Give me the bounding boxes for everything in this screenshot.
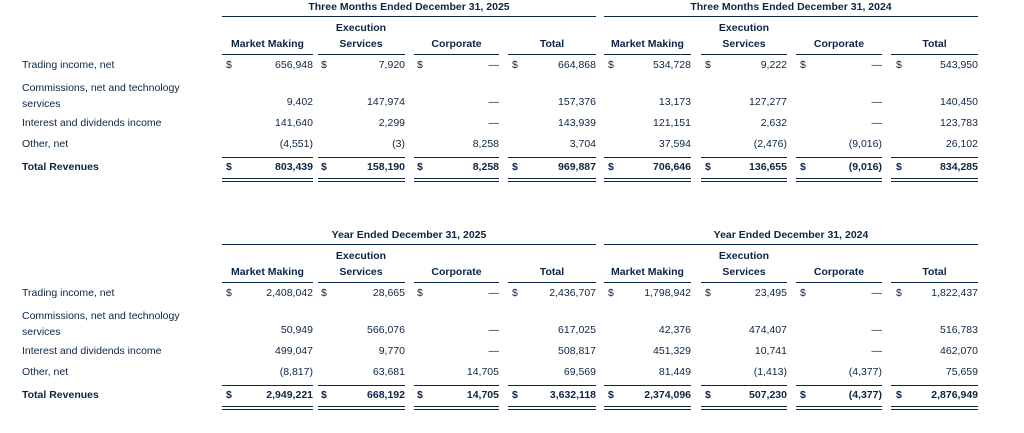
table-cell: 2,408,042 bbox=[266, 287, 313, 299]
table-cell: 508,817 bbox=[558, 345, 596, 357]
column-header: Total bbox=[539, 38, 565, 50]
table-cell: (8,817) bbox=[279, 366, 313, 378]
table-cell: — bbox=[488, 59, 499, 71]
row-label: Commissions, net and technology services bbox=[22, 82, 180, 110]
currency-symbol: $ bbox=[417, 389, 423, 401]
table-cell: 3,632,118 bbox=[549, 389, 596, 401]
table-cell: 656,948 bbox=[275, 59, 313, 71]
row-label: Interest and dividends income bbox=[22, 345, 162, 357]
total-double-underline bbox=[891, 178, 978, 182]
table-cell: 9,222 bbox=[760, 59, 787, 71]
currency-symbol: $ bbox=[321, 287, 327, 299]
subtotal-line bbox=[701, 385, 787, 386]
column-header-underline bbox=[701, 282, 787, 283]
column-header: Market Making bbox=[611, 266, 684, 278]
table-cell: — bbox=[871, 324, 882, 336]
column-header-underline bbox=[891, 54, 978, 55]
table-cell: 121,151 bbox=[653, 117, 691, 129]
table-cell: 9,770 bbox=[378, 345, 405, 357]
table-cell: 143,939 bbox=[558, 117, 596, 129]
table-cell: 8,258 bbox=[472, 161, 499, 173]
table-cell: 127,277 bbox=[749, 96, 787, 108]
table-cell: 75,659 bbox=[945, 366, 978, 378]
currency-symbol: $ bbox=[800, 161, 806, 173]
table-cell: 69,569 bbox=[563, 366, 596, 378]
revenue-table bbox=[0, 0, 1024, 205]
table-cell: 2,632 bbox=[760, 117, 787, 129]
currency-symbol: $ bbox=[417, 161, 423, 173]
total-double-underline bbox=[318, 178, 405, 182]
table-cell: 534,728 bbox=[653, 59, 691, 71]
table-cell: — bbox=[488, 96, 499, 108]
currency-symbol: $ bbox=[512, 161, 518, 173]
table-cell: — bbox=[871, 59, 882, 71]
subtotal-line bbox=[796, 385, 882, 386]
total-double-underline bbox=[701, 406, 787, 410]
table-cell: 516,783 bbox=[940, 324, 978, 336]
currency-symbol: $ bbox=[321, 389, 327, 401]
currency-symbol: $ bbox=[321, 161, 327, 173]
table-cell: 8,258 bbox=[472, 138, 499, 150]
row-label: Total Revenues bbox=[22, 389, 99, 401]
table-cell: 28,665 bbox=[372, 287, 405, 299]
total-double-underline bbox=[318, 406, 405, 410]
total-double-underline bbox=[796, 406, 882, 410]
table-cell: 136,655 bbox=[749, 161, 787, 173]
table-cell: 2,299 bbox=[378, 117, 405, 129]
currency-symbol: $ bbox=[417, 287, 423, 299]
column-header: Total bbox=[922, 38, 947, 50]
table-cell: — bbox=[488, 324, 499, 336]
currency-symbol: $ bbox=[608, 59, 614, 71]
total-double-underline bbox=[508, 178, 596, 182]
column-header: Market Making bbox=[231, 266, 304, 278]
currency-symbol: $ bbox=[800, 59, 806, 71]
table-cell: (4,377) bbox=[848, 389, 882, 401]
column-header: Execution Services bbox=[335, 22, 387, 50]
subtotal-line bbox=[222, 385, 313, 386]
table-cell: 23,495 bbox=[754, 287, 787, 299]
table-cell: 14,705 bbox=[466, 389, 499, 401]
total-double-underline bbox=[414, 406, 499, 410]
table-cell: — bbox=[488, 117, 499, 129]
subtotal-line bbox=[604, 385, 691, 386]
table-cell: 969,887 bbox=[558, 161, 596, 173]
table-cell: 9,402 bbox=[286, 96, 313, 108]
currency-symbol: $ bbox=[800, 287, 806, 299]
table-cell: 664,868 bbox=[558, 59, 596, 71]
table-cell: 7,920 bbox=[378, 59, 405, 71]
row-label: Interest and dividends income bbox=[22, 117, 162, 129]
table-cell: 3,704 bbox=[569, 138, 596, 150]
period-header: Year Ended December 31, 2024 bbox=[713, 229, 869, 241]
column-header: Total bbox=[539, 266, 565, 278]
table-cell: (2,476) bbox=[753, 138, 787, 150]
currency-symbol: $ bbox=[705, 287, 711, 299]
column-header-underline bbox=[414, 282, 499, 283]
table-cell: 566,076 bbox=[367, 324, 405, 336]
currency-symbol: $ bbox=[896, 59, 902, 71]
table-cell: 1,822,437 bbox=[931, 287, 978, 299]
table-cell: 706,646 bbox=[653, 161, 691, 173]
row-label: Other, net bbox=[22, 138, 69, 150]
period-header: Three Months Ended December 31, 2024 bbox=[690, 1, 892, 13]
table-cell: 451,329 bbox=[653, 345, 691, 357]
currency-symbol: $ bbox=[512, 389, 518, 401]
table-cell: — bbox=[871, 117, 882, 129]
column-header: Corporate bbox=[431, 266, 482, 278]
period-header: Year Ended December 31, 2025 bbox=[331, 229, 487, 241]
table-cell: 147,974 bbox=[367, 96, 405, 108]
total-double-underline bbox=[222, 178, 313, 182]
total-double-underline bbox=[414, 178, 499, 182]
period-header: Three Months Ended December 31, 2025 bbox=[308, 1, 510, 13]
table-cell: 26,102 bbox=[945, 138, 978, 150]
table-cell: 543,950 bbox=[940, 59, 978, 71]
period-underline bbox=[604, 244, 978, 245]
subtotal-line bbox=[414, 385, 499, 386]
currency-symbol: $ bbox=[705, 161, 711, 173]
column-header: Execution Services bbox=[718, 250, 770, 278]
subtotal-line bbox=[701, 157, 787, 158]
table-cell: 140,450 bbox=[940, 96, 978, 108]
table-cell: 158,190 bbox=[367, 161, 405, 173]
currency-symbol: $ bbox=[705, 59, 711, 71]
table-cell: 499,047 bbox=[275, 345, 313, 357]
table-cell: — bbox=[871, 96, 882, 108]
subtotal-line bbox=[604, 157, 691, 158]
column-header-underline bbox=[318, 282, 405, 283]
table-cell: 617,025 bbox=[558, 324, 596, 336]
table-cell: — bbox=[871, 287, 882, 299]
column-header: Execution Services bbox=[718, 22, 770, 50]
column-header-underline bbox=[222, 54, 313, 55]
row-label: Commissions, net and technology services bbox=[22, 310, 180, 338]
table-cell: 141,640 bbox=[275, 117, 313, 129]
table-cell: 13,173 bbox=[658, 96, 691, 108]
table-cell: 474,407 bbox=[749, 324, 787, 336]
table-cell: 10,741 bbox=[754, 345, 787, 357]
column-header: Corporate bbox=[813, 266, 865, 278]
column-header-underline bbox=[318, 54, 405, 55]
currency-symbol: $ bbox=[800, 389, 806, 401]
table-cell: 37,594 bbox=[658, 138, 691, 150]
column-header: Corporate bbox=[813, 38, 865, 50]
currency-symbol: $ bbox=[608, 287, 614, 299]
column-header: Total bbox=[922, 266, 947, 278]
table-cell: 63,681 bbox=[372, 366, 405, 378]
currency-symbol: $ bbox=[321, 59, 327, 71]
column-header: Market Making bbox=[611, 38, 684, 50]
subtotal-line bbox=[891, 385, 978, 386]
table-cell: (9,016) bbox=[848, 138, 882, 150]
table-cell: 507,230 bbox=[749, 389, 787, 401]
subtotal-line bbox=[318, 157, 405, 158]
table-cell: 42,376 bbox=[658, 324, 691, 336]
currency-symbol: $ bbox=[608, 389, 614, 401]
column-header: Market Making bbox=[231, 38, 304, 50]
column-header-underline bbox=[508, 54, 596, 55]
currency-symbol: $ bbox=[417, 59, 423, 71]
currency-symbol: $ bbox=[512, 59, 518, 71]
table-cell: (9,016) bbox=[848, 161, 882, 173]
table-cell: — bbox=[871, 345, 882, 357]
row-label: Total Revenues bbox=[22, 161, 99, 173]
total-double-underline bbox=[604, 406, 691, 410]
column-header-underline bbox=[508, 282, 596, 283]
currency-symbol: $ bbox=[896, 161, 902, 173]
column-header-underline bbox=[891, 282, 978, 283]
column-header-underline bbox=[604, 282, 691, 283]
subtotal-line bbox=[414, 157, 499, 158]
table-cell: (3) bbox=[392, 138, 405, 150]
revenue-table bbox=[0, 228, 1024, 433]
currency-symbol: $ bbox=[608, 161, 614, 173]
total-double-underline bbox=[604, 178, 691, 182]
table-cell: 14,705 bbox=[466, 366, 499, 378]
table-cell: 803,439 bbox=[275, 161, 313, 173]
table-cell: 81,449 bbox=[658, 366, 691, 378]
currency-symbol: $ bbox=[226, 287, 232, 299]
currency-symbol: $ bbox=[226, 59, 232, 71]
table-cell: 2,374,096 bbox=[644, 389, 691, 401]
table-cell: 157,376 bbox=[558, 96, 596, 108]
subtotal-line bbox=[508, 157, 596, 158]
subtotal-line bbox=[508, 385, 596, 386]
period-underline bbox=[222, 16, 596, 17]
row-label: Trading income, net bbox=[22, 287, 115, 299]
table-cell: (1,413) bbox=[753, 366, 787, 378]
column-header-underline bbox=[604, 54, 691, 55]
currency-symbol: $ bbox=[226, 161, 232, 173]
row-label: Trading income, net bbox=[22, 59, 115, 71]
column-header-underline bbox=[222, 282, 313, 283]
table-cell: (4,551) bbox=[279, 138, 313, 150]
table-cell: 2,876,949 bbox=[931, 389, 978, 401]
column-header-underline bbox=[796, 54, 882, 55]
column-header: Execution Services bbox=[335, 250, 387, 278]
total-double-underline bbox=[891, 406, 978, 410]
currency-symbol: $ bbox=[896, 389, 902, 401]
total-double-underline bbox=[222, 406, 313, 410]
subtotal-line bbox=[318, 385, 405, 386]
table-cell: 462,070 bbox=[940, 345, 978, 357]
total-double-underline bbox=[796, 178, 882, 182]
table-cell: (4,377) bbox=[848, 366, 882, 378]
total-double-underline bbox=[508, 406, 596, 410]
total-double-underline bbox=[701, 178, 787, 182]
table-cell: 668,192 bbox=[367, 389, 405, 401]
table-cell: 50,949 bbox=[280, 324, 313, 336]
currency-symbol: $ bbox=[705, 389, 711, 401]
table-cell: 123,783 bbox=[940, 117, 978, 129]
subtotal-line bbox=[891, 157, 978, 158]
column-header: Corporate bbox=[431, 38, 482, 50]
period-underline bbox=[604, 16, 978, 17]
column-header-underline bbox=[414, 54, 499, 55]
currency-symbol: $ bbox=[896, 287, 902, 299]
table-cell: 2,949,221 bbox=[266, 389, 313, 401]
subtotal-line bbox=[796, 157, 882, 158]
column-header-underline bbox=[701, 54, 787, 55]
column-header-underline bbox=[796, 282, 882, 283]
period-underline bbox=[222, 244, 596, 245]
table-cell: — bbox=[488, 345, 499, 357]
table-cell: 834,285 bbox=[940, 161, 978, 173]
table-cell: — bbox=[488, 287, 499, 299]
row-label: Other, net bbox=[22, 366, 69, 378]
table-cell: 1,798,942 bbox=[644, 287, 691, 299]
currency-symbol: $ bbox=[512, 287, 518, 299]
subtotal-line bbox=[222, 157, 313, 158]
table-cell: 2,436,707 bbox=[549, 287, 596, 299]
currency-symbol: $ bbox=[226, 389, 232, 401]
